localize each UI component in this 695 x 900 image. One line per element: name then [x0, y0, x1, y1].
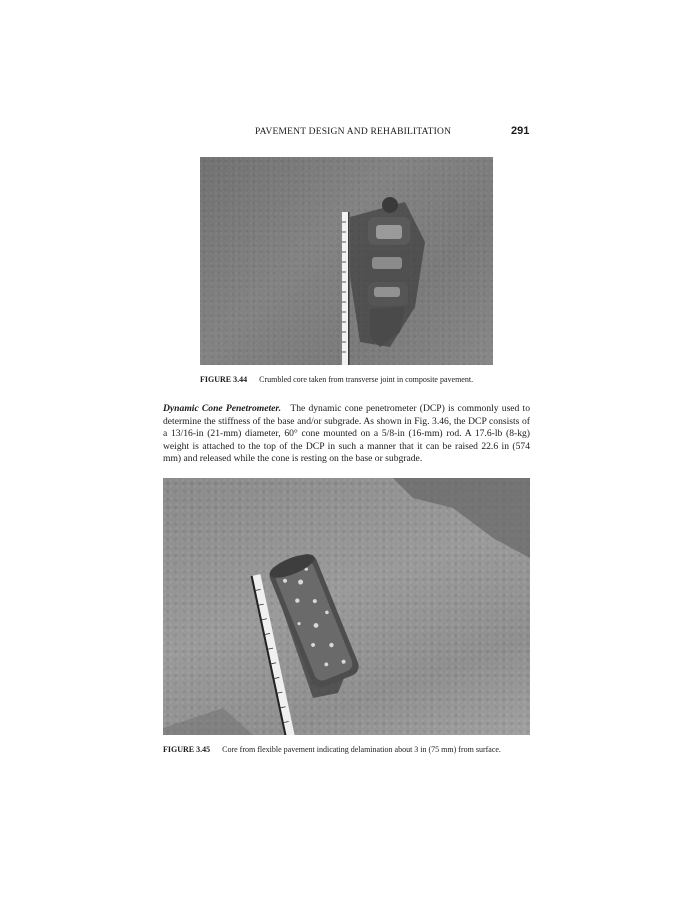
- figure-3-45-caption: [163, 745, 501, 754]
- paragraph-text: The dynamic cone penetrometer (DCP) is commonly used to determine the stiffness of the base and/or subgrade. As shown in Fig. 3.46, the DCP consists of a 13/16-in (21-mm) diameter, 60° cone mounted on a 5/8-in (16-mm) rod. A 17.6-lb (8-kg) weight is attached to the top of the DCP in such a manner that it can be raised 22.6 in (574 mm) and released while the cone is resting on the base or subgrade.: [163, 403, 530, 465]
- figure-3-45-photo: [163, 478, 530, 735]
- crumbled-core-illustration: [200, 157, 493, 365]
- running-header: PAVEMENT DESIGN AND REHABILITATION: [255, 127, 452, 137]
- figure-label: FIGURE 3.45: [163, 745, 211, 754]
- pavement-core-illustration: [163, 478, 530, 735]
- figure-3-44-photo: [200, 157, 493, 365]
- caption-text: Crumbled core taken from transverse joint in composite pavement.: [259, 375, 474, 384]
- body-paragraph: [163, 403, 530, 466]
- paragraph-heading: Dynamic Cone Penetrometer.: [163, 403, 282, 414]
- page-number: 291: [511, 125, 530, 137]
- figure-3-44-caption: [200, 375, 473, 384]
- caption-text: Core from flexible pavement indicating delamination about 3 in (75 mm) from surface.: [222, 745, 501, 754]
- figure-label: FIGURE 3.44: [200, 375, 248, 384]
